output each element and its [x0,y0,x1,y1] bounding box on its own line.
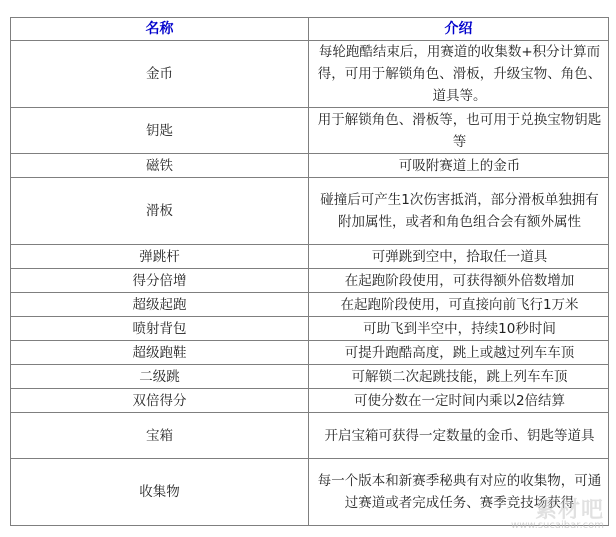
table-row [11,108,609,154]
table-row [11,154,609,178]
item-name: 喷射背包 [11,317,309,341]
item-name: 二级跳 [11,365,309,389]
item-desc: 在起跑阶段使用，可获得额外倍数增加 [309,269,609,293]
item-desc: 在起跑阶段使用，可直接向前飞行1万米 [309,293,609,317]
item-name: 金币 [11,41,309,108]
item-name: 磁铁 [11,154,309,178]
item-desc: 可弹跳到空中，拾取任一道具 [309,245,609,269]
table-row [11,413,609,459]
table-row [11,389,609,413]
watermark-url: www.sucaibar.com [511,520,604,531]
table-row [11,317,609,341]
item-desc: 可助飞到半空中，持续10秒时间 [309,317,609,341]
item-desc: 每一个版本和新赛季秘典有对应的收集物，可通过赛道或者完成任务、赛季竞技场获得 [309,459,609,526]
table-row [11,269,609,293]
header-desc: 介绍 [309,18,609,41]
item-desc: 用于解锁角色、滑板等，也可用于兑换宝物钥匙等 [309,108,609,154]
item-desc: 每轮跑酷结束后，用赛道的收集数+积分计算而得，可用于解锁角色、滑板，升级宝物、角色、道具等。 [309,41,609,108]
table-row [11,293,609,317]
item-desc: 可解锁二次起跳技能，跳上列车车顶 [309,365,609,389]
header-name: 名称 [11,18,309,41]
table-row [11,365,609,389]
table-row [11,341,609,365]
item-name: 得分倍增 [11,269,309,293]
table-row [11,245,609,269]
item-name: 滑板 [11,178,309,245]
table-row [11,178,609,245]
item-desc: 开启宝箱可获得一定数量的金币、钥匙等道具 [309,413,609,459]
item-desc: 可吸附赛道上的金币 [309,154,609,178]
item-name: 双倍得分 [11,389,309,413]
item-desc: 碰撞后可产生1次伤害抵消，部分滑板单独拥有附加属性，或者和角色组合会有额外属性 [309,178,609,245]
item-name: 收集物 [11,459,309,526]
item-name: 钥匙 [11,108,309,154]
item-name: 超级跑鞋 [11,341,309,365]
item-name: 弹跳杆 [11,245,309,269]
item-desc: 可使分数在一定时间内乘以2倍结算 [309,389,609,413]
items-table [10,17,609,526]
watermark-logo: 素材吧 [534,498,604,523]
table-row [11,459,609,526]
table-row [11,41,609,108]
item-desc: 可提升跑酷高度，跳上或越过列车车顶 [309,341,609,365]
item-name: 宝箱 [11,413,309,459]
table-header-row [11,18,609,41]
item-name: 超级起跑 [11,293,309,317]
